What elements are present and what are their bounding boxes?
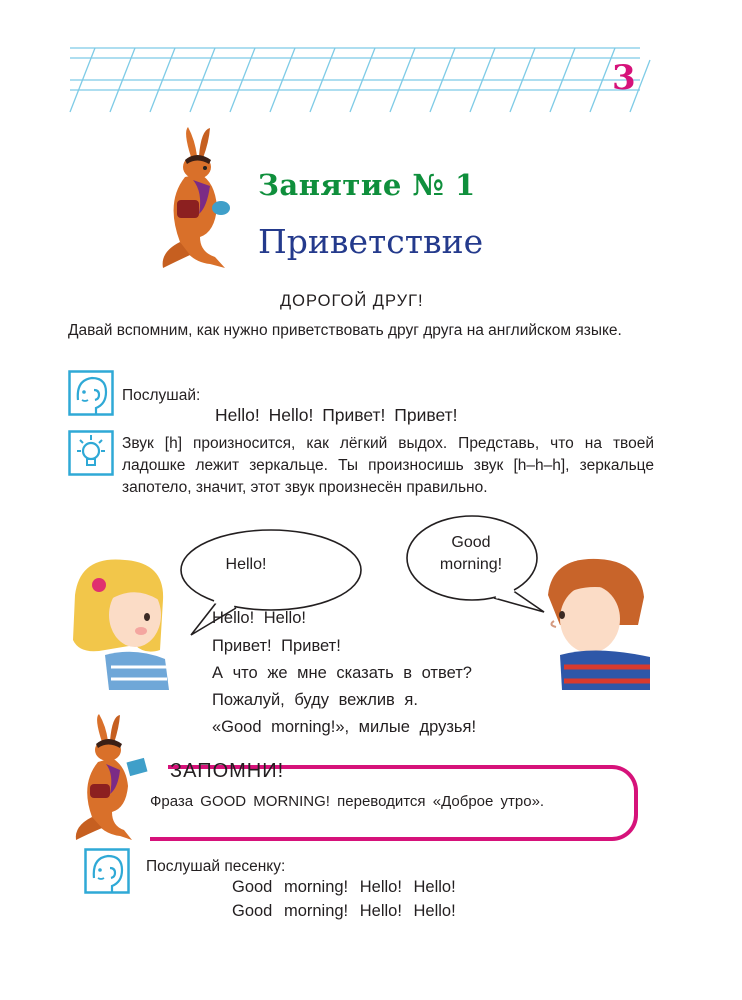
listen-icon xyxy=(84,848,130,894)
song-line: Good morning! Hello! Hello! xyxy=(232,902,456,920)
boy-bubble-text xyxy=(416,532,526,576)
lesson-title: Приветствие xyxy=(258,222,484,261)
listen-label: Послушай: xyxy=(122,387,201,404)
kangaroo-illustration xyxy=(155,122,245,272)
greeting-heading: ДОРОГОЙ ДРУГ! xyxy=(280,292,424,310)
song-line: Good morning! Hello! Hello! xyxy=(232,878,456,896)
frame-gap xyxy=(150,765,168,769)
remember-title: ЗАПОМНИ! xyxy=(170,760,285,782)
girl-bubble-text: Hello! xyxy=(225,556,267,573)
page-number: 3 xyxy=(612,58,636,98)
poem-line: А что же мне сказать в ответ? xyxy=(212,664,472,682)
song-label: Послушай песенку: xyxy=(146,858,286,875)
listen-phrase: Hello! Hello! Привет! Привет! xyxy=(215,405,458,425)
kangaroo-reading-illustration xyxy=(68,712,158,842)
boy-bubble-line-1: Good xyxy=(451,534,491,551)
girl-illustration xyxy=(65,555,175,690)
tip-paragraph: Звук [h] произносится, как лёгкий выдох. Представь, что на твоей ладошке лежит зеркальце. Ты произносишь звук [h–h–h], зеркальце запотело, значит, этот звук произнесён правильно. xyxy=(122,435,654,496)
listen-icon xyxy=(68,370,114,416)
poem-line: «Good morning!», милые друзья! xyxy=(212,718,477,736)
lightbulb-icon xyxy=(68,430,114,476)
poem-line: Hello! Hello! xyxy=(212,609,306,627)
boy-bubble-line-2: morning! xyxy=(439,556,503,573)
remember-text: Фраза GOOD MORNING! переводится «Доброе утро». xyxy=(150,793,545,810)
poem-line: Привет! Привет! xyxy=(212,637,341,655)
intro-paragraph: Давай вспомним, как нужно приветствовать друг друга на английском языке. xyxy=(68,322,622,339)
lesson-number: Занятие № 1 xyxy=(258,168,476,202)
boy-illustration xyxy=(540,555,652,690)
poem-line: Пожалуй, буду вежлив я. xyxy=(212,691,418,709)
